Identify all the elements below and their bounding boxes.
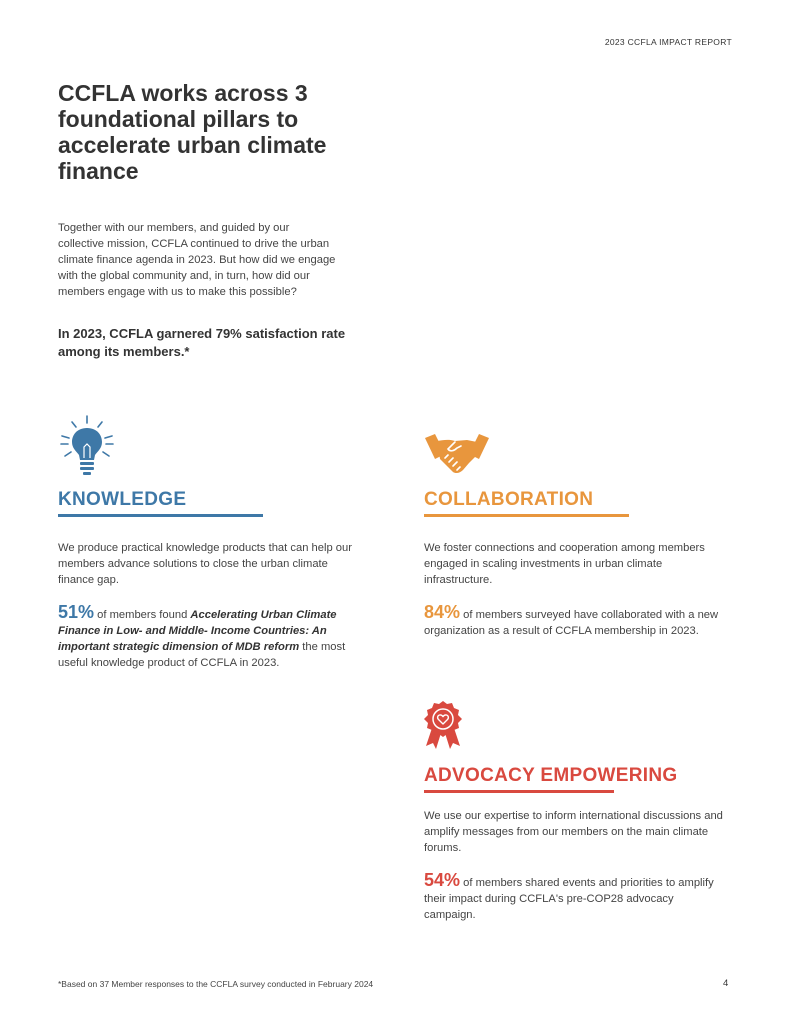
advocacy-title: ADVOCACY EMPOWERING [424,765,678,786]
knowledge-title: KNOWLEDGE [58,489,187,510]
award-ribbon-icon [422,700,464,750]
collaboration-stat-text: of members surveyed have collaborated with a new organization as a result of CCFLA membership in 2023. [424,609,719,637]
collaboration-title: COLLABORATION [424,489,594,510]
advocacy-stat [424,872,714,923]
report-header-label: 2023 CCFLA IMPACT REPORT [604,37,732,47]
satisfaction-highlight: In 2023, CCFLA garnered 79% satisfaction rate among its members.* [58,326,346,359]
collaboration-description: We foster connections and cooperation among members engaged in scaling investments in urban climate infrastructure. [424,542,705,586]
collaboration-underline [424,514,629,517]
advocacy-stat-text: of members shared events and priorities to amplify their impact during CCFLA's pre-COP28 advocacy campaign. [424,877,714,921]
intro-paragraph: Together with our members, and guided by our collective mission, CCFLA continued to drive the urban climate finance agenda in 2023. But how did we engage with the global community and, in turn, how did our members engage with us to make this possible? [58,222,336,298]
collaboration-stat-percent: 84% [424,602,461,622]
knowledge-description: We produce practical knowledge products that can help our members advance solutions to close the urban climate finance gap. [58,542,352,586]
page-number: 4 [723,978,729,989]
knowledge-stat-post: the most useful knowledge product of CCFLA in 2023. [58,641,346,669]
page-title: CCFLA works across 3 foundational pillars to accelerate urban climate finance [58,80,327,184]
knowledge-stat-pre: of members found [94,609,191,621]
lightbulb-icon [58,414,116,478]
handshake-icon [423,432,491,478]
knowledge-stat-publication: Accelerating Urban Climate Finance in Low- and Middle- Income Countries: An important strategic dimension of MDB reform [58,609,337,653]
knowledge-stat-percent: 51% [58,602,95,622]
advocacy-underline [424,790,614,793]
advocacy-description: We use our expertise to inform international discussions and amplify messages from our members on the main climate forums. [424,810,723,854]
knowledge-underline [58,514,263,517]
footnote: *Based on 37 Member responses to the CCFLA survey conducted in February 2024 [58,979,374,989]
advocacy-stat-percent: 54% [424,870,461,890]
knowledge-stat [58,604,368,671]
collaboration-stat [424,604,734,639]
